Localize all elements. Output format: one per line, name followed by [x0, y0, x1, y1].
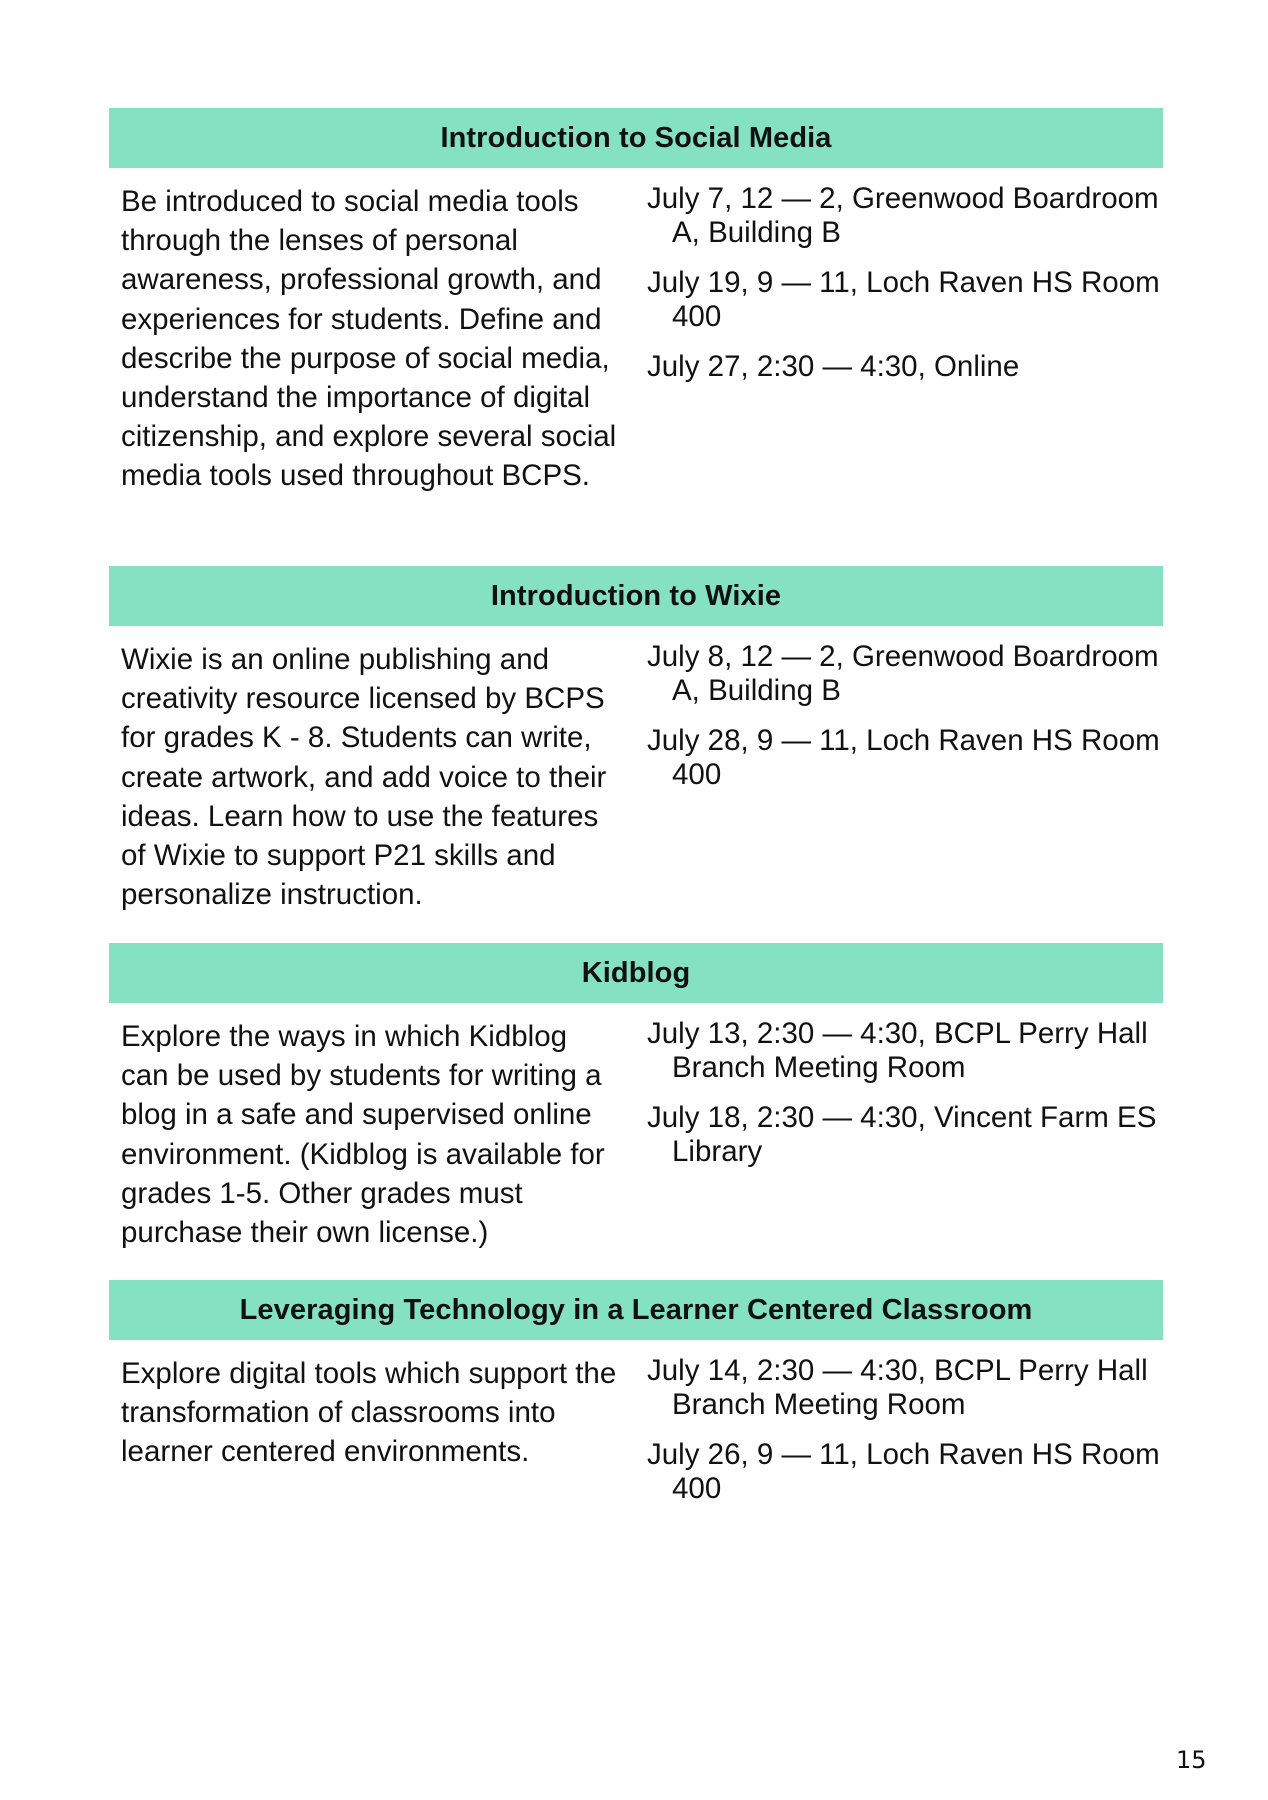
course-description: Be introduced to social media tools through the lenses of personal awareness, professional growth, and experiences for students. Define and describe the purpose of social media, understand the importance of digital citizenship, and explore several social media tools used throughout BCPS. — [121, 185, 617, 493]
course-learner-centered — [109, 1280, 1163, 1524]
session-list — [647, 640, 1163, 925]
session-item: July 8, 12 — 2, Greenwood Boardroom A, Building B — [647, 640, 1159, 707]
session-item: July 7, 12 — 2, Greenwood Boardroom A, Building B — [647, 182, 1159, 249]
course-body — [109, 626, 1163, 925]
course-description: Explore digital tools which support the transformation of classrooms into learner centered environments. — [121, 1357, 617, 1469]
course-title: Introduction to Wixie — [109, 566, 1163, 626]
course-social-media — [109, 108, 1163, 548]
course-list — [109, 108, 1163, 1542]
session-item: July 27, 2:30 — 4:30, Online — [647, 350, 1020, 383]
session-item: July 19, 9 — 11, Loch Raven HS Room 400 — [647, 266, 1160, 333]
course-title: Introduction to Social Media — [109, 108, 1163, 168]
course-description: Explore the ways in which Kidblog can be used by students for writing a blog in a safe and supervised online environment. (Kidblog is available for grades 1-5. Other grades must purchase their own license.) — [121, 1020, 605, 1250]
course-body — [109, 168, 1163, 548]
session-item: July 18, 2:30 — 4:30, Vincent Farm ES Library — [647, 1101, 1157, 1168]
session-list — [647, 1354, 1163, 1524]
session-list — [647, 1017, 1163, 1262]
session-item: July 13, 2:30 — 4:30, BCPL Perry Hall Branch Meeting Room — [647, 1017, 1148, 1084]
course-body — [109, 1340, 1163, 1524]
session-list — [647, 182, 1163, 548]
course-body — [109, 1003, 1163, 1262]
course-wixie — [109, 566, 1163, 925]
session-item: July 28, 9 — 11, Loch Raven HS Room 400 — [647, 724, 1160, 791]
course-title: Leveraging Technology in a Learner Centered Classroom — [109, 1280, 1163, 1340]
course-kidblog — [109, 943, 1163, 1262]
course-description: Wixie is an online publishing and creativity resource licensed by BCPS for grades K - 8. Students can write, create artwork, and add voice to their ideas. Learn how to use the features of Wixie to support P21 skills and personalize instruction. — [121, 643, 607, 912]
session-item: July 14, 2:30 — 4:30, BCPL Perry Hall Branch Meeting Room — [647, 1354, 1148, 1421]
session-item: July 26, 9 — 11, Loch Raven HS Room 400 — [647, 1438, 1160, 1505]
course-title: Kidblog — [109, 943, 1163, 1003]
page-number: 15 — [1176, 1746, 1207, 1774]
